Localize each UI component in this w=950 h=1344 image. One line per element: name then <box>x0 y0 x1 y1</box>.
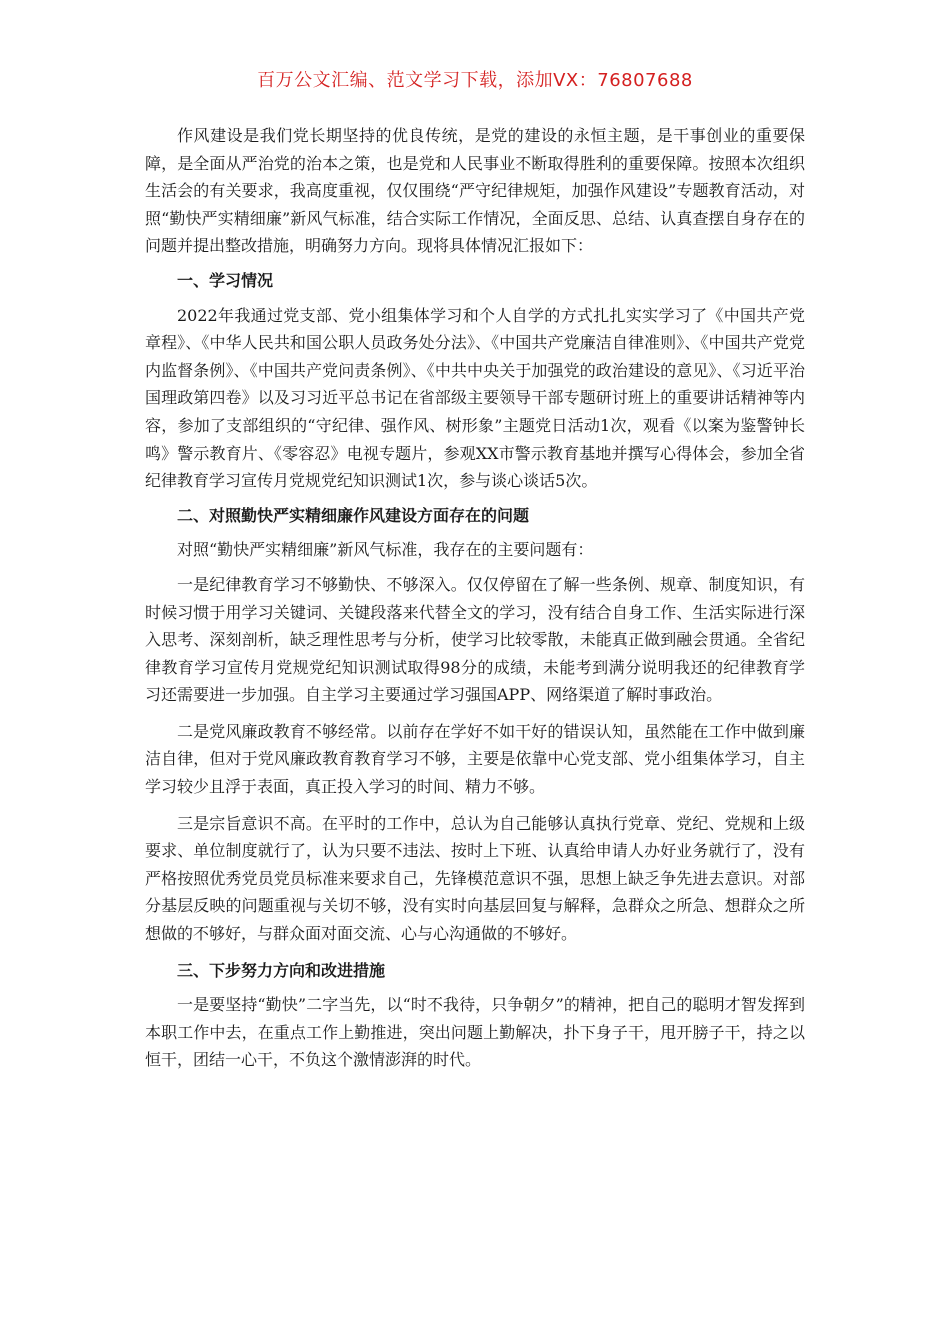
problems-lead: 对照“勤快严实精细廉”新风气标准，我存在的主要问题有： <box>177 540 594 560</box>
measure-paragraph-1: 一是要坚持“勤快”二字当先，以“时不我待，只争朝夕”的精神，把自己的聪明才智发挥到本职工作中去，在重点工作上勤推进，突出问题上勤解决，扑下身子干，甩开膀子干，持之以恒干，团结一心干，不负这个激情澎湃的时代。 <box>145 995 805 1070</box>
study-paragraph: 2022年我通过党支部、党小组集体学习和个人自学的方式扎扎实实学习了《中国共产党章程》、《中华人民共和国公职人员政务处分法》、《中国共产党廉洁自律准则》、《中国共产党党内监督条例》、《中国共产党问责条例》、《中共中央关于加强党的政治建设的意见》、《习近平治国理政第四卷》以及习习近平总书记在省部级主要领导干部专题研讨班上的重要讲话精神等内容，参加了支部组织的“守纪律、强作风、树形象”主题党日活动1次，观看《以案为鉴警钟长鸣》警示教育片、《零容忍》电视专题片，参观XX市警示教育基地并撰写心得体会，参加全省纪律教育学习宣传月党规党纪知识测试1次，参与谈心谈话5次。 <box>145 305 805 491</box>
document-body <box>145 122 805 1074</box>
section-heading-study: 一、学习情况 <box>177 270 274 290</box>
download-banner: 百万公文汇编、范文学习下载，添加VX：76807688 <box>257 70 693 91</box>
intro-paragraph: 作风建设是我们党长期坚持的优良传统，是党的建设的永恒主题，是干事创业的重要保障，是全面从严治党的治本之策，也是党和人民事业不断取得胜利的重要保障。按照本次组织生活会的有关要求，我高度重视，仅仅围绕“严守纪律规矩，加强作风建设”专题教育活动，对照“勤快严实精细廉”新风气标准，结合实际工作情况，全面反思、总结、认真查摆自身存在的问题并提出整改措施，明确努力方向。现将具体情况汇报如下： <box>145 126 805 256</box>
problem-paragraph-1: 一是纪律教育学习不够勤快、不够深入。仅仅停留在了解一些条例、规章、制度知识，有时候习惯于用学习关键词、关键段落来代替全文的学习，没有结合自身工作、生活实际进行深入思考、深刻剖析，缺乏理性思考与分析，使学习比较零散，未能真正做到融会贯通。全省纪律教育学习宣传月党规党纪知识测试取得98分的成绩，未能考到满分说明我还的纪律教育学习还需要进一步加强。自主学习主要通过学习强国APP、网络渠道了解时事政治。 <box>145 574 805 705</box>
section-heading-problems: 二、对照勤快严实精细廉作风建设方面存在的问题 <box>177 505 530 525</box>
section-heading-measures: 三、下步努力方向和改进措施 <box>177 960 386 980</box>
problem-paragraph-3: 三是宗旨意识不高。在平时的工作中，总认为自己能够认真执行党章、党纪、党规和上级要求、单位制度就行了，认为只要不违法、按时上下班、认真给申请人办好业务就行了，没有严格按照优秀党员党员标准来要求自己，先锋模范意识不强，思想上缺乏争先进去意识。对部分基层反映的问题重视与关切不够，没有实时向基层回复与解释，急群众之所急、想群众之所想做的不够好，与群众面对面交流、心与心沟通做的不够好。 <box>145 813 805 944</box>
problem-paragraph-2: 二是党风廉政教育不够经常。以前存在学好不如干好的错误认知，虽然能在工作中做到廉洁自律，但对于党风廉政教育教育学习不够，主要是依靠中心党支部、党小组集体学习，自主学习较少且浮于表面，真正投入学习的时间、精力不够。 <box>145 721 805 797</box>
